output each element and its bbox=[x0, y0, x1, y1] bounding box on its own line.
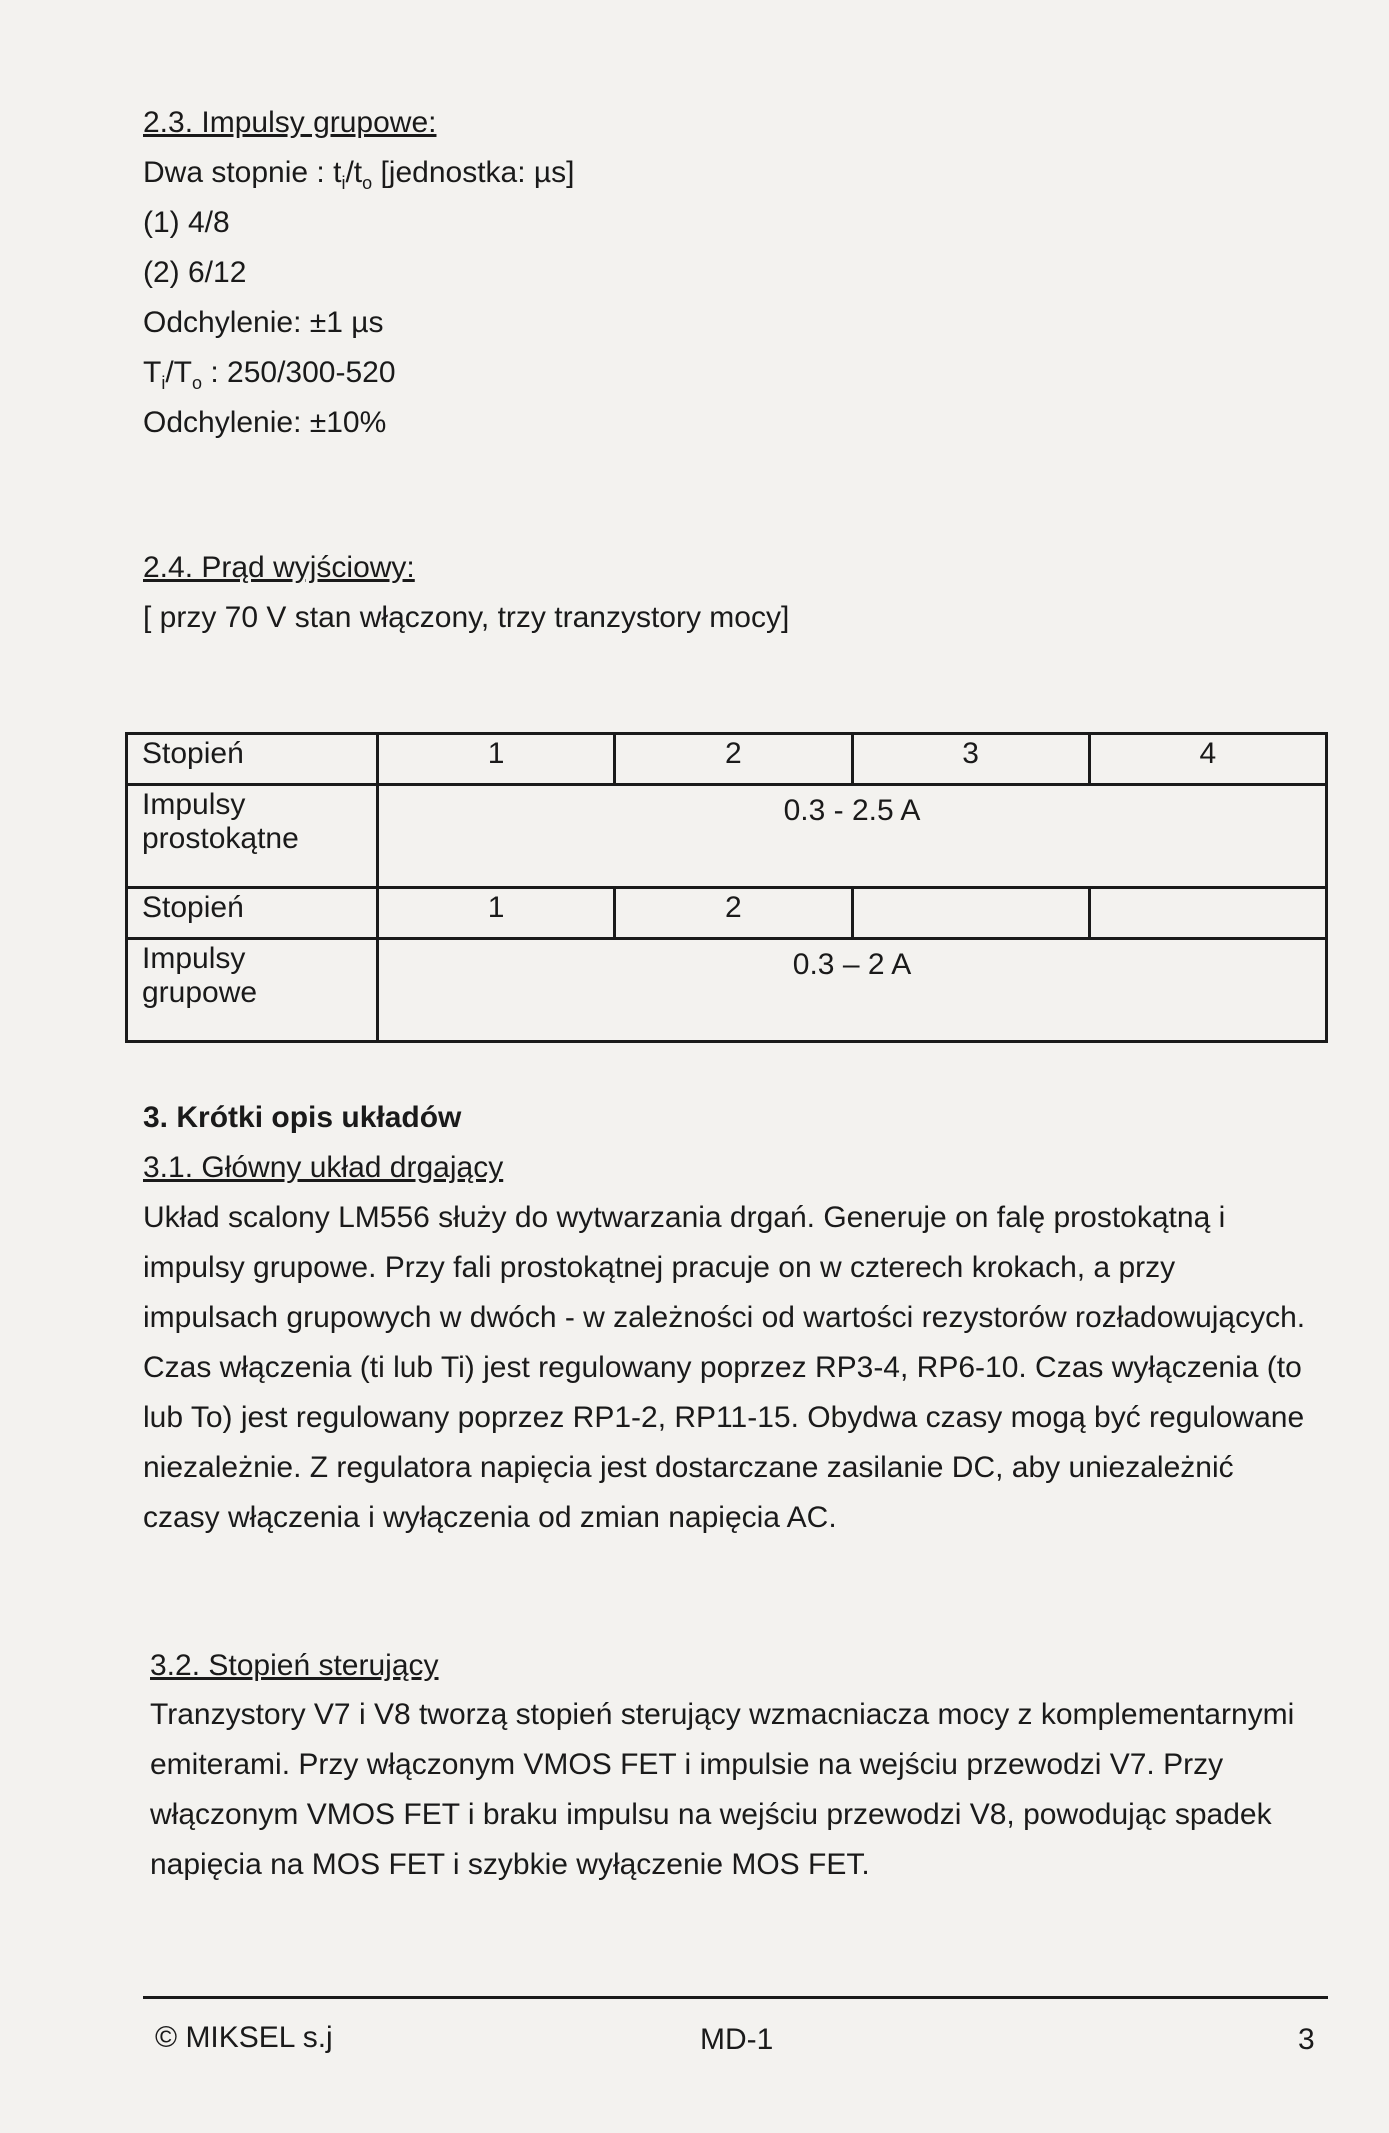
stage-item-1: (1) 4/8 bbox=[143, 206, 230, 239]
ratio-line bbox=[143, 355, 396, 401]
section-2-4-heading: 2.4. Prąd wyjściowy: bbox=[143, 551, 415, 584]
conditions-note: [ przy 70 V stan włączony, trzy tranzystory mocy] bbox=[143, 601, 790, 634]
subscript-o: o bbox=[362, 173, 373, 193]
section-3-2-heading: 3.2. Stopień sterujący bbox=[150, 1649, 439, 1682]
table-cell: Impulsy prostokątne bbox=[127, 785, 378, 888]
table-cell: 3 bbox=[852, 734, 1089, 785]
table-cell: Impulsy grupowe bbox=[127, 939, 378, 1042]
stages-text: Dwa stopnie : t bbox=[143, 156, 342, 189]
section-3-heading: 3. Krótki opis układów bbox=[143, 1101, 462, 1134]
footer-divider bbox=[143, 1996, 1328, 1999]
section-3-1-heading: 3.1. Główny układ drgający bbox=[143, 1151, 504, 1184]
unit-text: [jednostka: µs] bbox=[372, 156, 575, 189]
footer-copyright: © MIKSEL s.j bbox=[155, 2021, 333, 2054]
stages-text-2: /t bbox=[345, 156, 363, 189]
table-row bbox=[127, 785, 1327, 888]
table-cell: 0.3 - 2.5 A bbox=[378, 785, 1327, 888]
table-row bbox=[127, 888, 1327, 939]
subscript-o: o bbox=[192, 373, 203, 393]
table-row bbox=[127, 734, 1327, 785]
subscript-i: i bbox=[341, 173, 346, 193]
table-cell: 2 bbox=[615, 888, 852, 939]
table-cell: 1 bbox=[378, 888, 615, 939]
table-cell: 0.3 – 2 A bbox=[378, 939, 1327, 1042]
section-3-1-text: Układ scalony LM556 służy do wytwarzania drgań. Generuje on falę prostokątną i impulsy grupowe. Przy fali prostokątnej pracuje on w czterech krokach, a przy impulsach grupowych w dwóch - w zależności od wartości rezystorów rozładowujących. Czas włączenia (ti lub Ti) jest regulowany poprzez RP3-4, RP6-10. Czas wyłączenia (to lub To) jest regulowany poprzez RP1-2, RP11-15. Obydwa czasy mogą być regulowane niezależnie. Z regulatora napięcia jest dostarczane zasilanie DC, aby uniezależnić czasy włączenia i wyłączenia od zmian napięcia AC. bbox=[143, 1201, 1306, 1534]
table-cell bbox=[852, 888, 1089, 939]
section-3-2-text: Tranzystory V7 i V8 tworzą stopień sterujący wzmacniacza mocy z komplementarnymi emiterami. Przy włączonym VMOS FET i impulsie na wejściu przewodzi V7. Przy włączonym VMOS FET i braku impulsu na wejściu przewodzi V8, powodując spadek napięcia na MOS FET i szybkie wyłączenie MOS FET. bbox=[150, 1698, 1295, 1881]
table-row bbox=[127, 939, 1327, 1042]
output-current-table bbox=[125, 732, 1328, 1043]
table-cell: 2 bbox=[615, 734, 852, 785]
deviation-2: Odchylenie: ±10% bbox=[143, 406, 387, 439]
section-2-3-heading: 2.3. Impulsy grupowe: bbox=[143, 106, 437, 139]
page-number: 3 bbox=[1298, 2023, 1315, 2056]
ratio-text: T bbox=[143, 356, 162, 389]
footer-doc-id: MD-1 bbox=[700, 2023, 774, 2056]
subscript-i: i bbox=[161, 373, 166, 393]
deviation-1: Odchylenie: ±1 µs bbox=[143, 306, 384, 339]
table-cell: Stopień bbox=[127, 888, 378, 939]
ratio-text-2: /T bbox=[165, 356, 192, 389]
stage-item-2: (2) 6/12 bbox=[143, 256, 247, 289]
table-cell: 1 bbox=[378, 734, 615, 785]
table-cell bbox=[1089, 888, 1326, 939]
ratio-values: : 250/300-520 bbox=[202, 356, 396, 389]
table-cell: 4 bbox=[1089, 734, 1326, 785]
stages-line bbox=[143, 155, 575, 201]
table-cell: Stopień bbox=[127, 734, 378, 785]
